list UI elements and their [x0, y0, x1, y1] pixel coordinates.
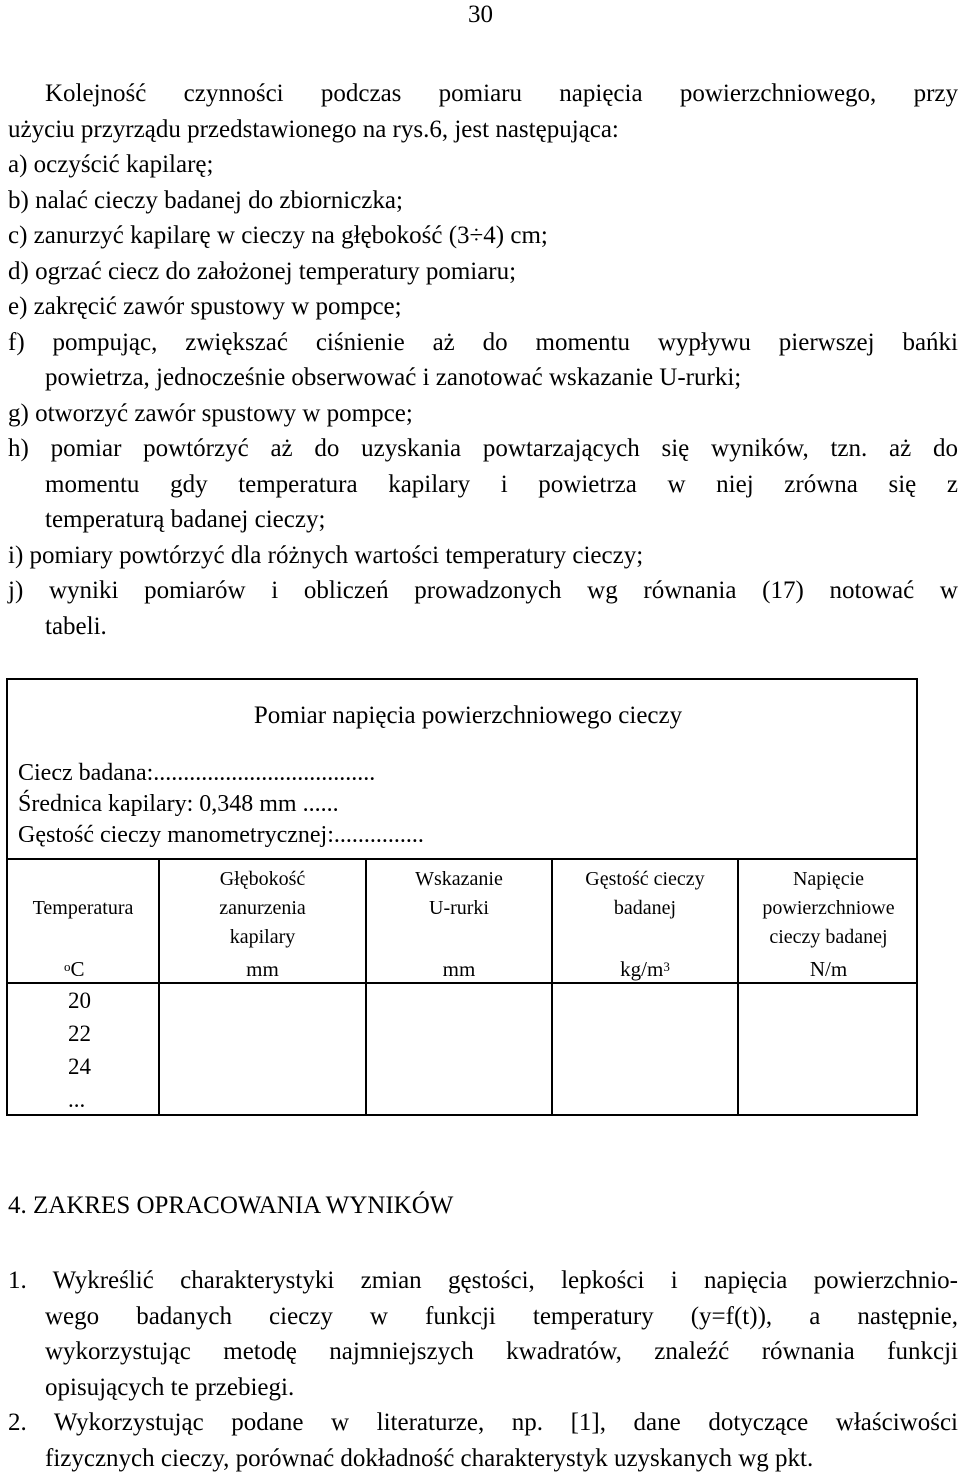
- header-depth: Głębokość zanurzenia kapilary: [219, 868, 306, 948]
- intro-section: [8, 76, 958, 644]
- step-h: h) pomiar powtórzyć aż do uzyskania powtarzających się wyników, tzn. aż do momentu gdy temperatura kapilary i powietrza w niej zrówna się z temperaturą badanej cieczy;: [8, 435, 958, 533]
- unit-tension: N/m: [809, 957, 848, 981]
- unit-density: $kg/m^3$: [620, 957, 670, 981]
- temperature-value: 20: [68, 988, 91, 1013]
- unit-reading: mm: [442, 957, 476, 981]
- row-divider: [8, 982, 916, 984]
- temperature-values: [68, 984, 91, 1116]
- step-g: g) otworzyć zawór spustowy w pompce;: [8, 399, 413, 427]
- temperature-value: 24: [68, 1054, 91, 1079]
- unit-temperature: $^o$C: [64, 957, 85, 981]
- header-surface-tension: Napięcie powierzchniowe cieczy badanej: [762, 868, 895, 948]
- field-liquid: Ciecz badana:.....................................: [18, 760, 376, 786]
- temperature-value: 22: [68, 1021, 91, 1046]
- results-item-2: 2. Wykorzystując podane w literaturze, np. [1], dane dotyczące właściwości fizycznych cieczy, porównać dokładność charakterystyk uzyskanych wg pkt.: [8, 1409, 958, 1472]
- step-i: i) pomiary powtórzyć dla różnych wartości temperatury cieczy;: [8, 541, 644, 569]
- section-heading: 4. ZAKRES OPRACOWANIA WYNIKÓW: [8, 1192, 454, 1219]
- step-f: f) pompując, zwiększać ciśnienie aż do momentu wypływu pierwszej bańki powietrza, jednocześnie obserwować i zanotować wskazanie U-rurki;: [8, 328, 958, 391]
- results-item-1: 1. Wykreślić charakterystyki zmian gęstości, lepkości i napięcia powierzchnio- wego badanych cieczy w funkcji temperatury (y=f(t)), a następnie, wykorzystując metodę najmniejszych kwadratów, znaleźć równania funkcji opisujących te przebiegi.: [8, 1267, 958, 1401]
- measurement-table: [6, 860, 918, 1116]
- procedure-steps: [8, 147, 958, 644]
- unit-depth: mm: [246, 957, 279, 981]
- form-title: Pomiar napięcia powierzchniowego cieczy: [253, 702, 683, 729]
- results-list: [8, 1263, 958, 1476]
- step-e: e) zakręcić zawór spustowy w pompce;: [8, 293, 402, 320]
- field-capillary-diameter: Średnica kapilary: 0,348 mm ......: [18, 791, 339, 817]
- step-d: d) ogrzać ciecz do założonej temperatury pomiaru;: [8, 257, 517, 285]
- step-j: j) wyniki pomiarów i obliczeń prowadzonych wg równania (17) notować w tabeli.: [8, 577, 958, 640]
- measurement-form-header: [6, 678, 918, 860]
- step-b: b) nalać cieczy badanej do zbiorniczka;: [8, 186, 403, 214]
- intro-paragraph-line-2: użyciu przyrządu przedstawionego na rys.6, jest następująca:: [8, 115, 619, 143]
- header-u-tube-reading: Wskazanie U-rurki: [415, 868, 503, 919]
- page-number: 30: [468, 1, 493, 28]
- header-temperature: Temperatura: [32, 897, 134, 919]
- step-a: a) oczyścić kapilarę;: [8, 151, 214, 178]
- intro-paragraph-line-1: Kolejność czynności podczas pomiaru napięcia powierzchniowego, przy: [45, 80, 958, 107]
- header-density: Gęstość cieczy badanej: [585, 868, 705, 919]
- step-c: c) zanurzyć kapilarę w cieczy na głębokość (3÷4) cm;: [8, 222, 548, 249]
- field-manometric-density: Gęstość cieczy manometrycznej:...............: [18, 822, 424, 848]
- temperature-value: ...: [68, 1087, 86, 1112]
- form-fields: [18, 758, 424, 851]
